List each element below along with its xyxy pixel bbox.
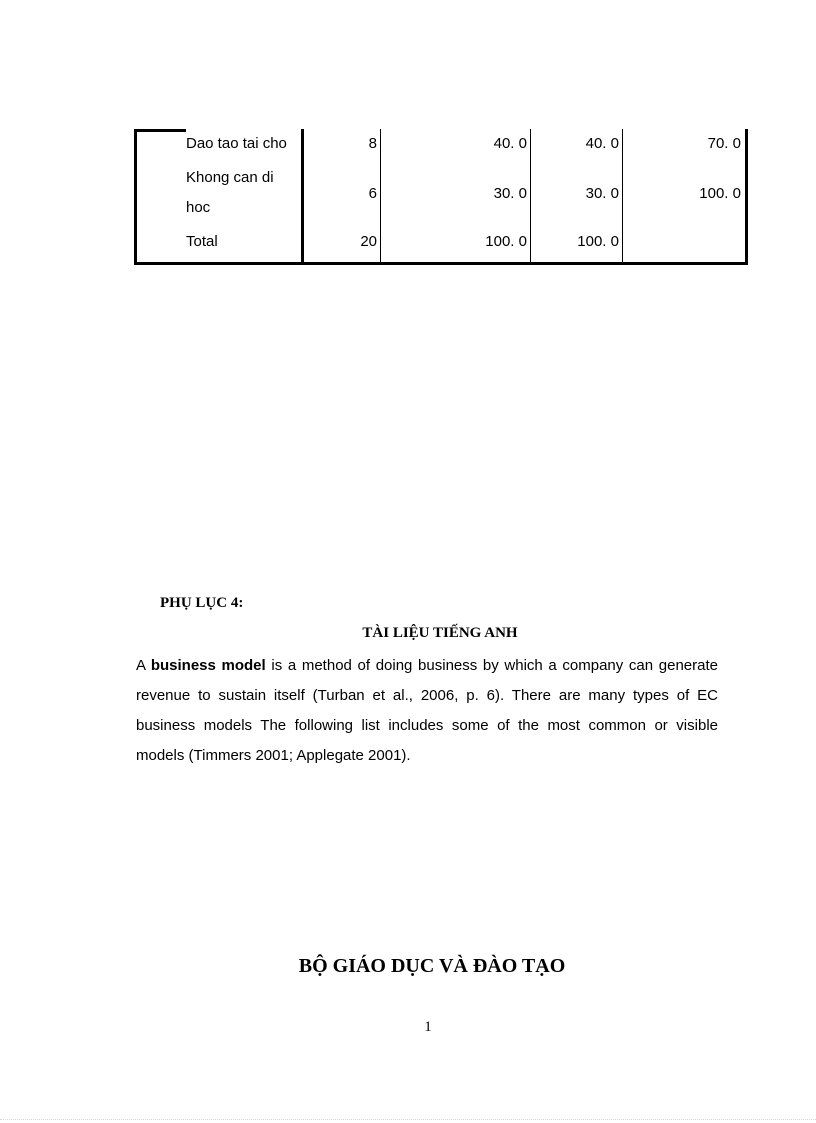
- table-left-border: [134, 129, 137, 262]
- paragraph-lead: A: [136, 657, 151, 674]
- table-divider-label: [301, 129, 304, 262]
- row-percent: 30. 0: [493, 185, 527, 202]
- row-valid-percent: 40. 0: [585, 135, 619, 152]
- table-divider-percent: [530, 129, 531, 262]
- table-corner-border: [134, 129, 186, 132]
- paragraph-body: is a method of doing business by which a company can generate revenue to sustain itself (Turban et al., 2006, p. 6). There are many types of EC business models The following list includes some of the most common or visible models (Timmers 2001; Applegate 2001).: [136, 657, 718, 764]
- row-frequency: 6: [368, 185, 377, 202]
- page-bottom-divider: [0, 1119, 816, 1120]
- table-divider-frequency: [380, 129, 381, 262]
- frequency-table: [134, 129, 748, 265]
- table-divider-valid-percent: [622, 129, 623, 262]
- page-number: 1: [424, 1019, 432, 1035]
- appendix-label: PHỤ LỤC 4:: [160, 595, 244, 611]
- row-label: Khong can di hoc: [186, 169, 274, 216]
- row-valid-percent: 30. 0: [585, 185, 619, 202]
- row-valid-percent: 100. 0: [577, 233, 619, 250]
- ministry-heading: BỘ GIÁO DỤC VÀ ĐÀO TẠO: [298, 955, 566, 977]
- paragraph-bold-term: business model: [150, 657, 266, 674]
- row-percent: 40. 0: [493, 135, 527, 152]
- row-label: Dao tao tai cho: [186, 135, 287, 152]
- row-cumulative-percent: 70. 0: [707, 135, 741, 152]
- row-percent: 100. 0: [485, 233, 527, 250]
- row-frequency: 8: [368, 135, 377, 152]
- row-frequency: 20: [360, 233, 377, 250]
- row-cumulative-percent: 100. 0: [699, 185, 741, 202]
- appendix-title: TÀI LIỆU TIẾNG ANH: [362, 625, 518, 641]
- business-model-paragraph: [136, 651, 718, 771]
- row-label: Total: [186, 233, 218, 250]
